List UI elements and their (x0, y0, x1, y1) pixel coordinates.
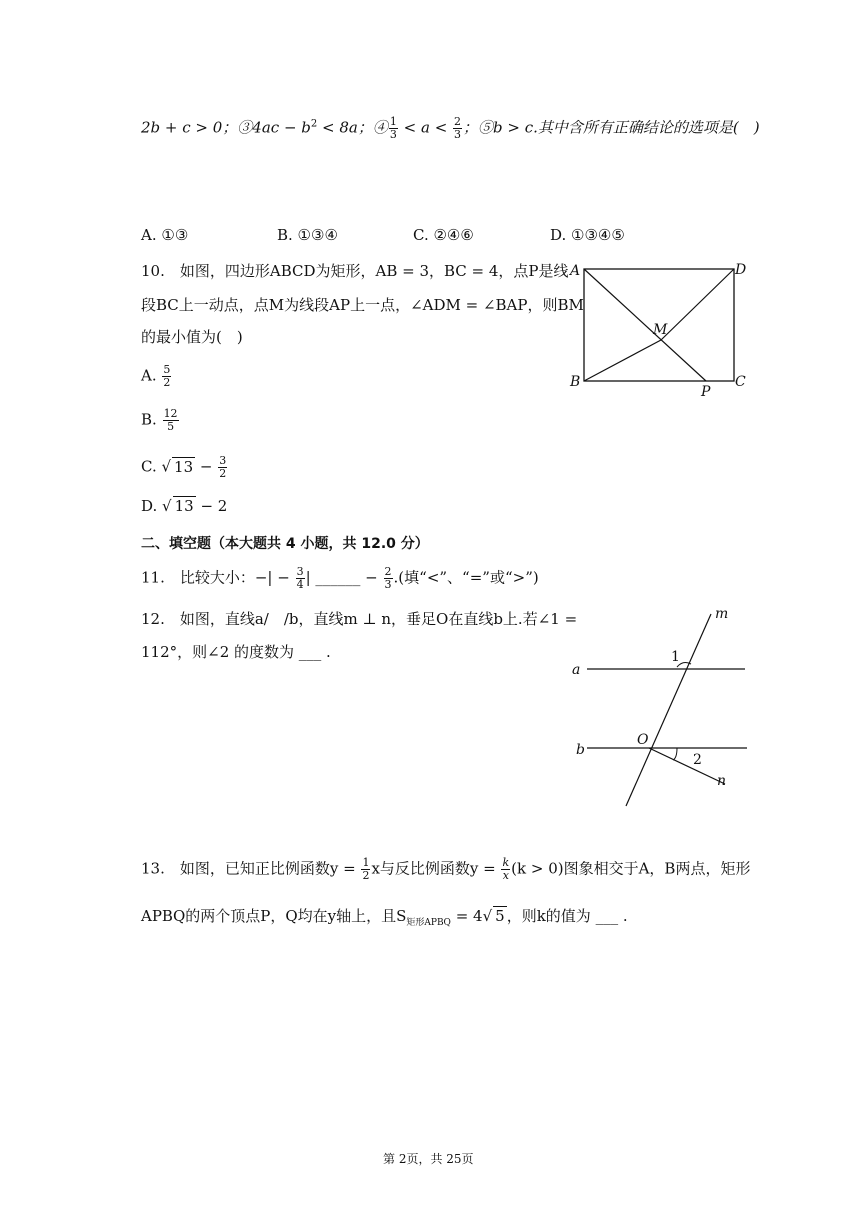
q9-part4: ；⑤b > c.其中含所有正确结论的选项是( ) (463, 118, 760, 137)
page-footer: 第 2页，共 25页 (383, 1152, 474, 1166)
q9-sup: 2 (310, 118, 318, 130)
q10-line1: 10. 如图，四边形ABCD为矩形，AB = 3，BC = 4，点P是线 (141, 262, 569, 280)
q12-line2: 112°，则∠2 的度数为 ___ . (141, 643, 331, 661)
label-c: C (735, 374, 746, 390)
segment-dm (661, 269, 734, 340)
q12-line1: 12. 如图，直线a/ /b，直线m ⊥ n，垂足O在直线b上.若∠1 = (141, 610, 578, 628)
q10-line3: 的最小值为( ) (141, 328, 243, 346)
angle-2-arc (673, 748, 677, 760)
label-n: n (717, 773, 727, 789)
label-angle-1: 1 (671, 649, 680, 665)
section-heading: 二、填空题（本大题共 4 小题，共 12.0 分） (141, 536, 429, 552)
q9-part3: < a < (398, 118, 453, 137)
segment-bm (584, 340, 661, 381)
label-a: A (570, 263, 581, 279)
q9-part2: < 8a；④ (317, 118, 388, 137)
label-a: a (572, 662, 581, 678)
line-n (649, 748, 725, 784)
label-d: D (735, 262, 747, 278)
label-b: b (576, 742, 585, 758)
q10-option-c: C. √ 13 − $\frac{3}{2}$ (141, 454, 227, 480)
q9-conditions-line (141, 116, 760, 141)
segment-ap (584, 269, 706, 381)
q11-line: 11. 比较大小：−| − $\frac{3}{4}$ | ______ − $\frac{2}{3}$ .(填“<”、“=”或“>”) (141, 565, 539, 591)
q9-frac1: $\frac{1}{3}$ (389, 115, 397, 141)
label-angle-2: 2 (693, 752, 702, 768)
q10-option-a: A. $\frac{5}{2}$ (141, 363, 171, 389)
q9-option-b: B. ①③④ (277, 226, 338, 244)
label-b: B (570, 374, 581, 390)
line-m (626, 614, 711, 806)
label-m: m (715, 606, 729, 622)
label-o: O (637, 732, 649, 748)
q9-part1: 2b + c > 0；③4ac − b (141, 118, 311, 137)
q13-line2: APBQ的两个顶点P，Q均在y轴上，且$S_{矩形APBQ} = 4√$ 5 ，则k的值为 ___ . (141, 907, 628, 928)
label-m: M (653, 322, 668, 338)
q9-option-d: D. ①③④⑤ (550, 226, 625, 244)
label-p: P (701, 384, 711, 400)
q9-option-c: C. ②④⑥ (413, 226, 474, 244)
q9-option-a: A. ①③ (141, 226, 189, 244)
q13-line1: 13. 如图，已知正比例函数y = $\frac{1}{2}$ x与反比例函数y = $\frac{k}{x}$ (k > 0)图象相交于A，B两点，矩形 (141, 856, 751, 882)
q12-parallel-lines-figure (565, 602, 755, 812)
q10-rectangle-figure (565, 258, 755, 400)
q10-option-d: D. √ 13 − 2 (141, 497, 228, 515)
q10-line2: 段BC上一动点，点M为线段AP上一点，∠ADM = ∠BAP，则BM (141, 296, 584, 314)
q9-frac2: $\frac{2}{3}$ (454, 115, 462, 141)
q10-option-b: B. $\frac{12}{5}$ (141, 407, 178, 433)
